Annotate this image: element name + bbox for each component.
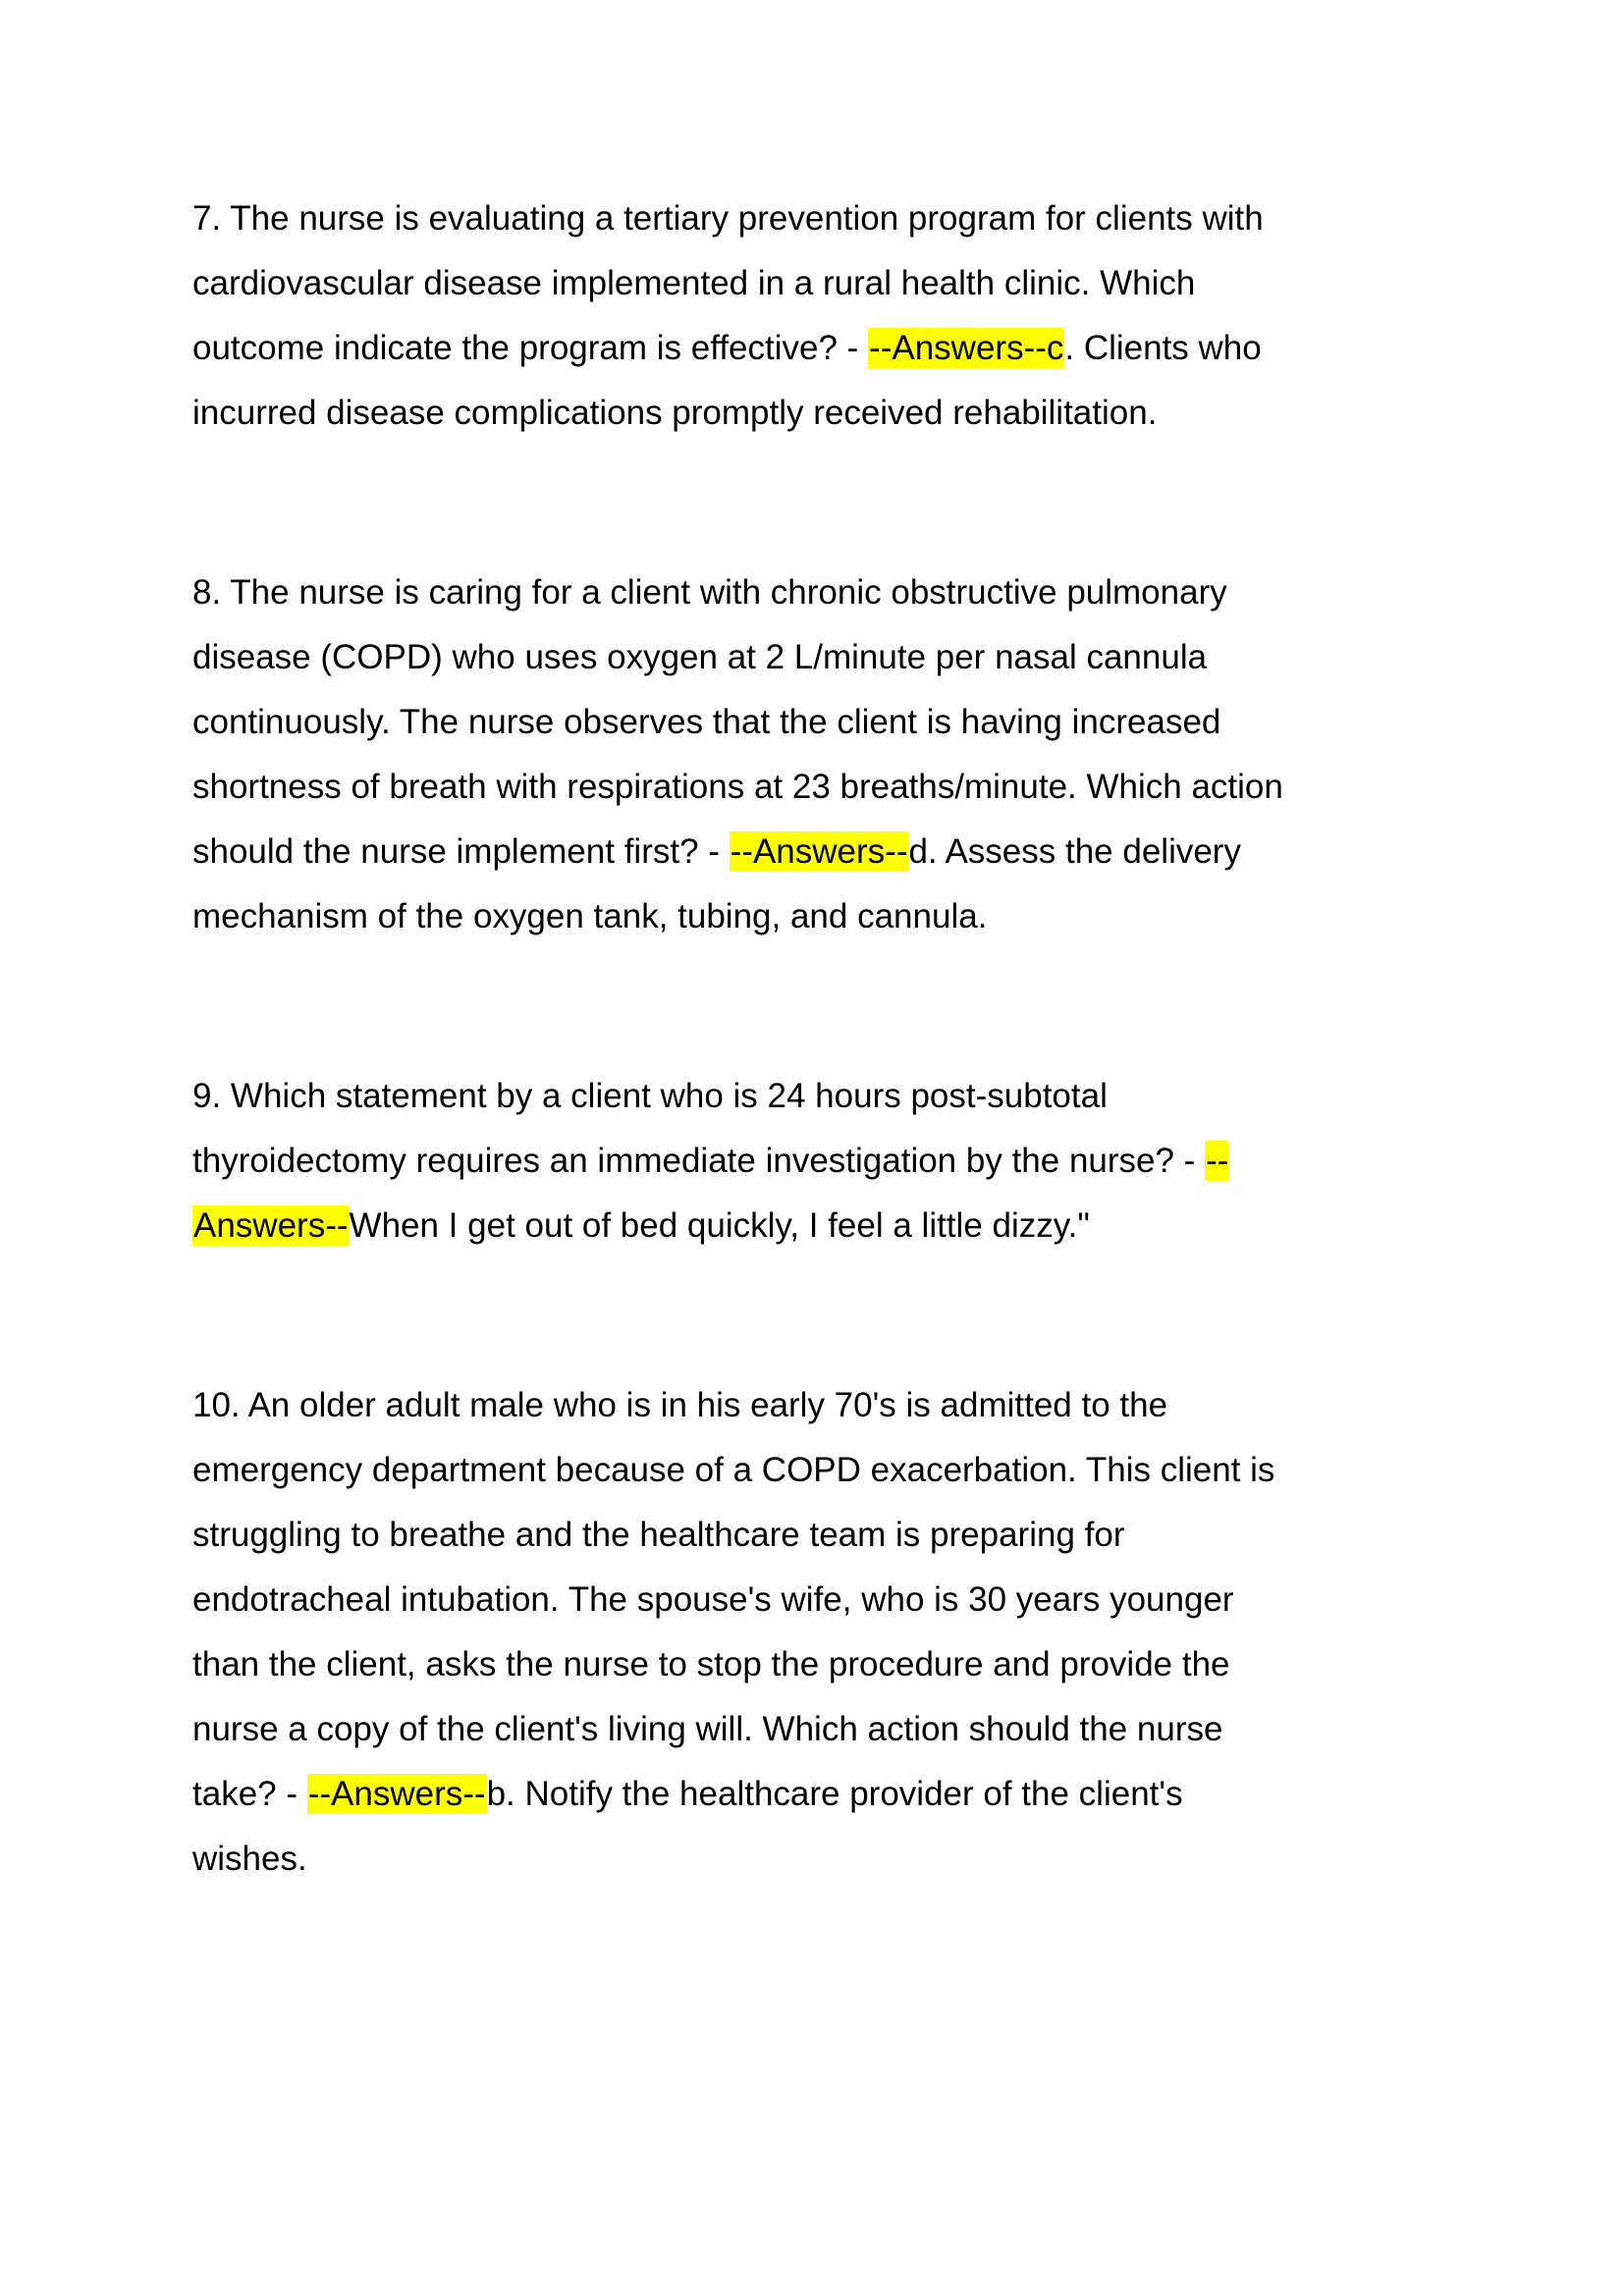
text-line xyxy=(192,1194,1498,1258)
text-line xyxy=(192,820,1498,884)
text-line xyxy=(192,187,1498,251)
text-segment: take? - xyxy=(192,1775,307,1813)
answer-highlight: -- xyxy=(1206,1142,1229,1180)
text-segment: disease (COPD) who uses oxygen at 2 L/minute per nasal cannula xyxy=(192,638,1208,676)
text-segment: nurse a copy of the client's living will. Which action should the nurse xyxy=(192,1710,1223,1748)
text-line xyxy=(192,316,1498,381)
text-line xyxy=(192,690,1498,755)
text-segment: endotracheal intubation. The spouse's wife, who is 30 years younger xyxy=(192,1580,1234,1619)
question-paragraph-8 xyxy=(192,561,1498,949)
text-segment: b. Notify the healthcare provider of the client's xyxy=(486,1775,1183,1813)
question-paragraph-9 xyxy=(192,1064,1498,1258)
text-segment: When I get out of bed quickly, I feel a little dizzy." xyxy=(349,1206,1090,1245)
text-line xyxy=(192,755,1498,820)
text-line xyxy=(192,1373,1498,1438)
answer-highlight: --Answers-- xyxy=(730,832,908,871)
text-line xyxy=(192,1438,1498,1503)
text-line xyxy=(192,1697,1498,1762)
text-line xyxy=(192,1503,1498,1568)
text-segment: struggling to breathe and the healthcare team is preparing for xyxy=(192,1516,1125,1554)
text-segment: incurred disease complications promptly received rehabilitation. xyxy=(192,394,1158,432)
text-segment: emergency department because of a COPD exacerbation. This client is xyxy=(192,1451,1275,1489)
text-segment: 8. The nurse is caring for a client with chronic obstructive pulmonary xyxy=(192,573,1227,612)
text-line xyxy=(192,1632,1498,1697)
text-segment: mechanism of the oxygen tank, tubing, and cannula. xyxy=(192,897,988,935)
text-line xyxy=(192,381,1498,446)
text-segment: . Clients who xyxy=(1064,329,1262,367)
text-segment: outcome indicate the program is effective? - xyxy=(192,329,869,367)
question-paragraph-10 xyxy=(192,1373,1498,1892)
question-paragraph-7 xyxy=(192,187,1498,446)
text-segment: thyroidectomy requires an immediate investigation by the nurse? - xyxy=(192,1142,1206,1180)
text-segment: shortness of breath with respirations at 23 breaths/minute. Which action xyxy=(192,768,1283,806)
text-segment: should the nurse implement first? - xyxy=(192,832,730,871)
text-segment: 7. The nurse is evaluating a tertiary prevention program for clients with xyxy=(192,199,1264,238)
text-line xyxy=(192,1568,1498,1632)
answer-highlight: Answers-- xyxy=(193,1206,349,1245)
text-line xyxy=(192,251,1498,316)
text-segment: 10. An older adult male who is in his early 70's is admitted to the xyxy=(192,1386,1168,1424)
text-line xyxy=(192,1129,1498,1194)
text-line xyxy=(192,625,1498,690)
text-segment: 9. Which statement by a client who is 24 hours post-subtotal xyxy=(192,1077,1108,1115)
document-content xyxy=(192,187,1498,2006)
answer-highlight: --Answers-- xyxy=(307,1775,486,1813)
text-segment: cardiovascular disease implemented in a rural health clinic. Which xyxy=(192,264,1196,302)
text-line xyxy=(192,1762,1498,1827)
text-segment: continuously. The nurse observes that the client is having increased xyxy=(192,703,1221,741)
text-segment: than the client, asks the nurse to stop the procedure and provide the xyxy=(192,1645,1230,1683)
text-segment: wishes. xyxy=(192,1840,307,1878)
text-line xyxy=(192,884,1498,949)
text-line xyxy=(192,1827,1498,1892)
text-line xyxy=(192,561,1498,625)
text-line xyxy=(192,1064,1498,1129)
answer-highlight: --Answers--c xyxy=(869,329,1064,367)
text-segment: d. Assess the delivery xyxy=(908,832,1241,871)
